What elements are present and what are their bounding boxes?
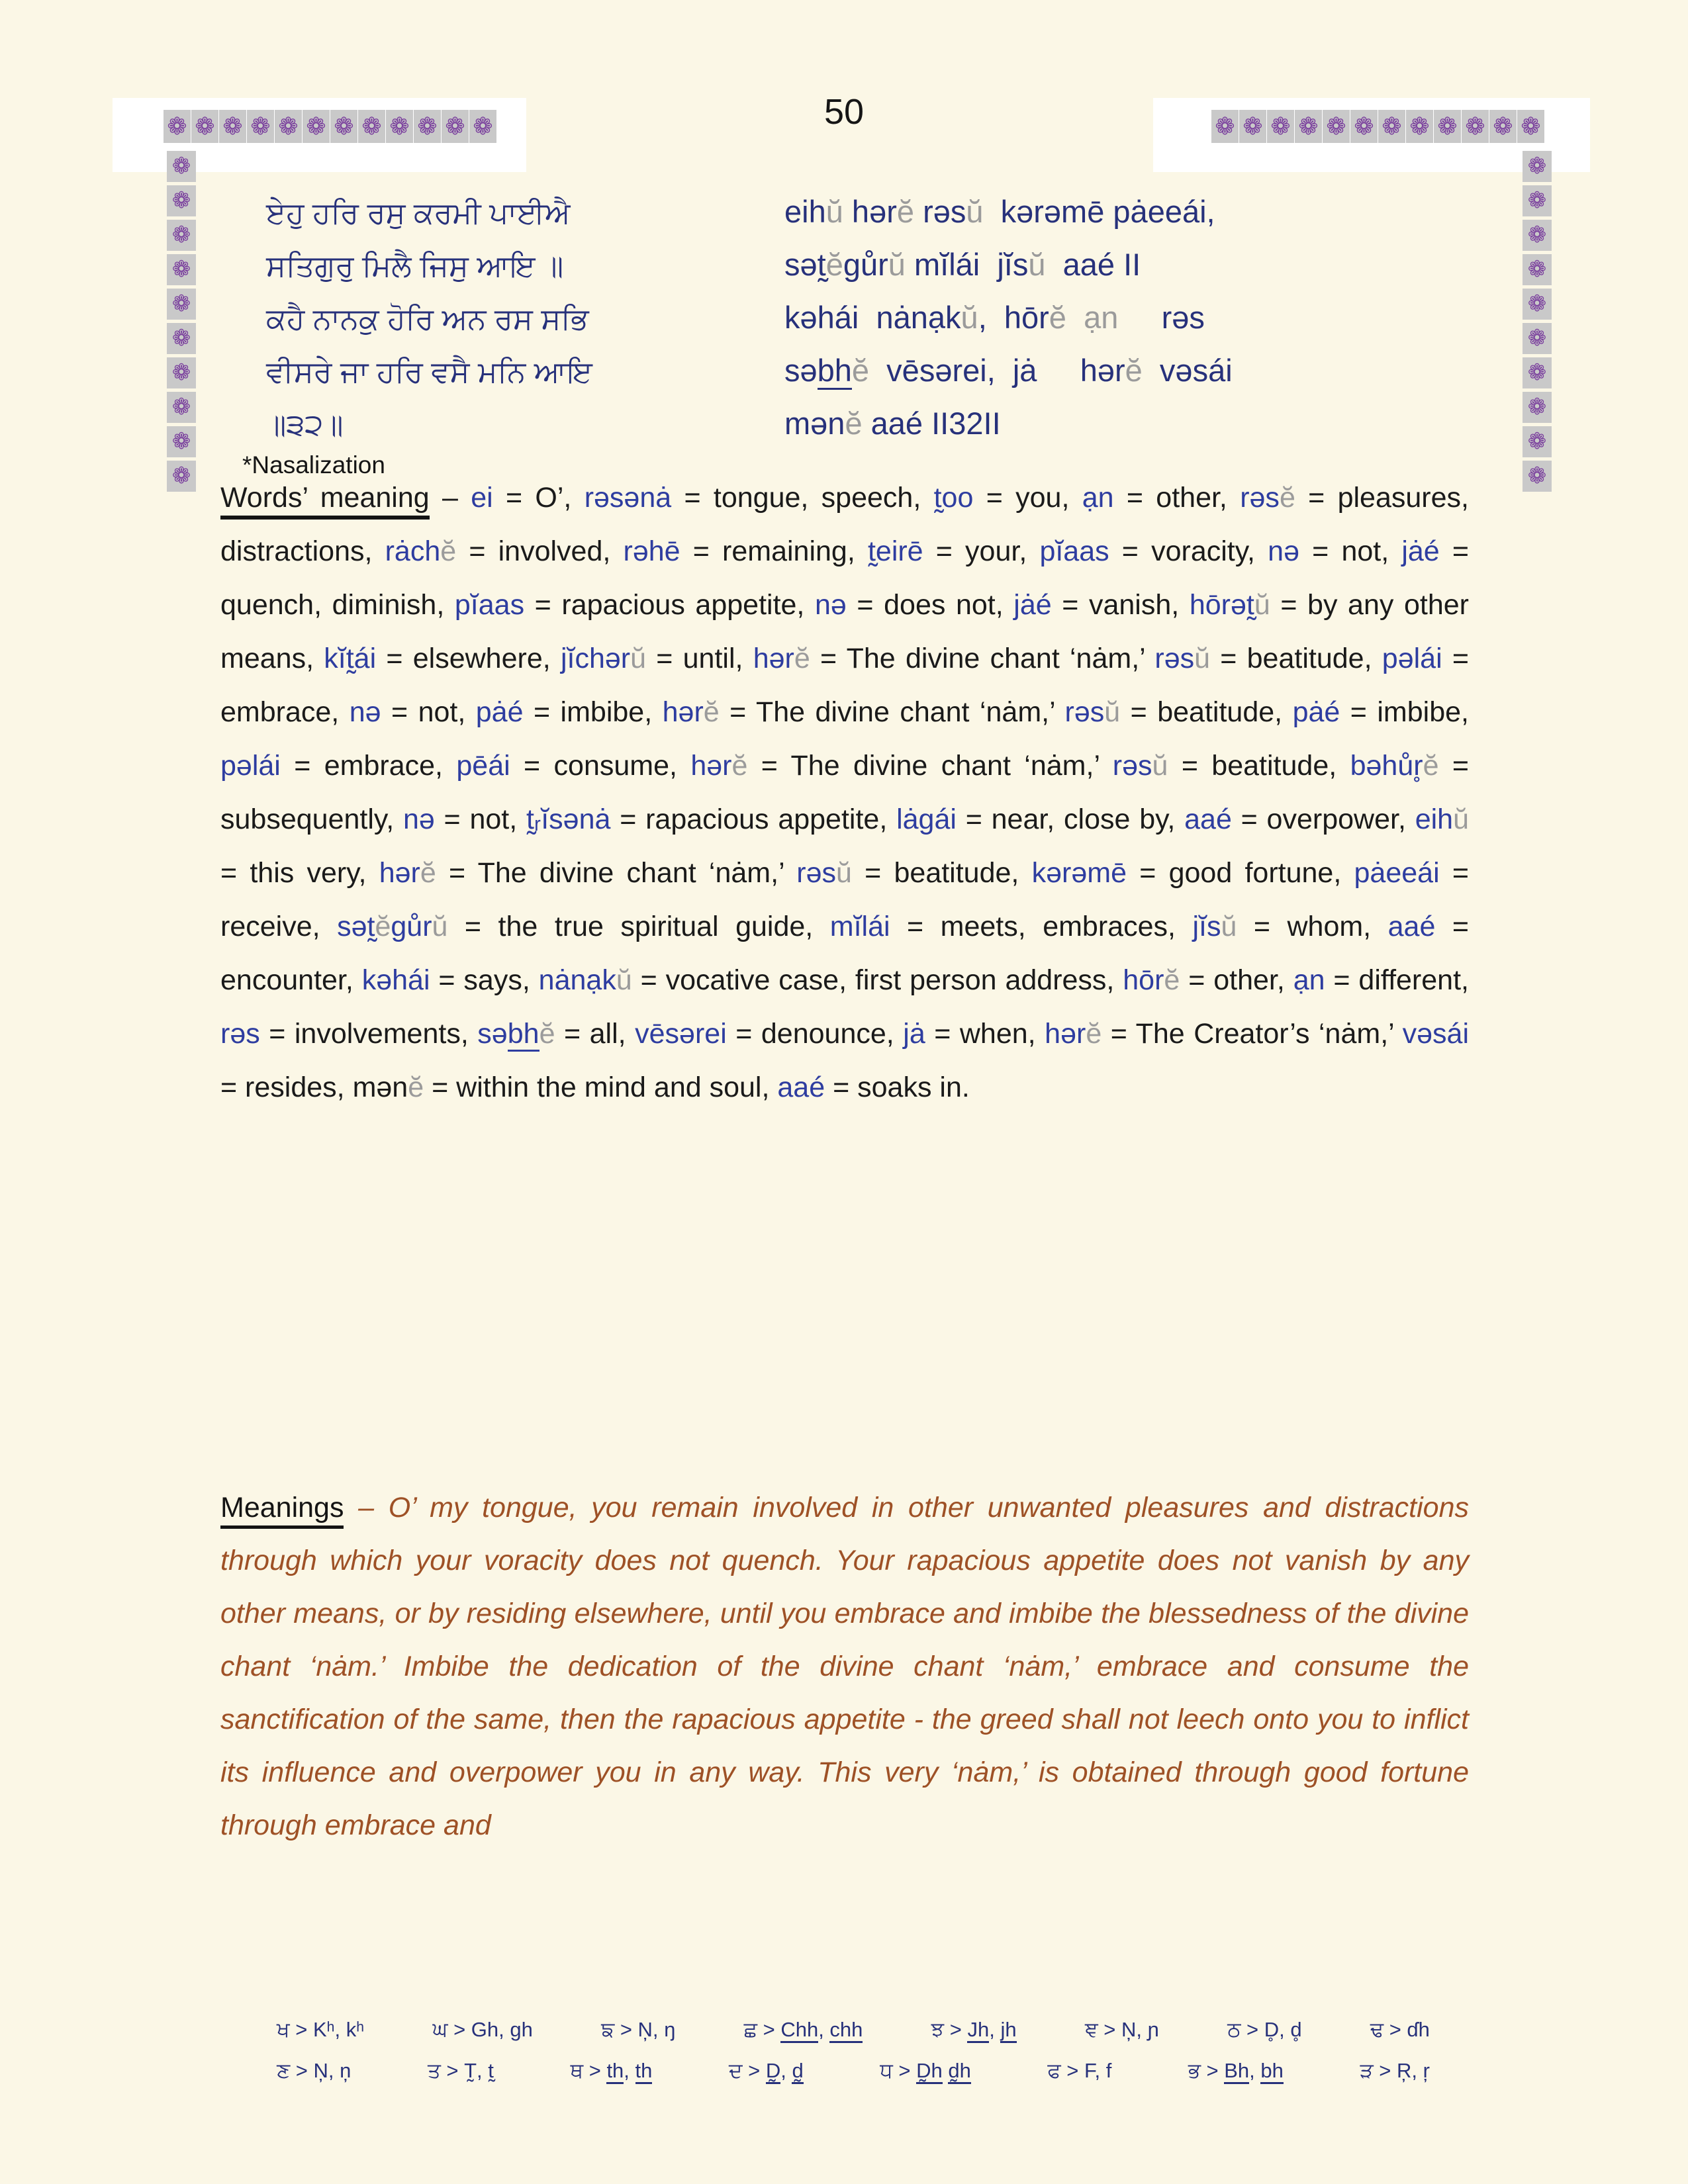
flower-ornament-icon: ❁ [167, 323, 196, 354]
flower-ornament-icon: ❁ [275, 110, 302, 143]
flower-ornament-icon: ❁ [1489, 110, 1517, 143]
flower-ornament-icon: ❁ [167, 289, 196, 320]
meanings-label: Meanings [220, 1492, 344, 1529]
flower-ornament-icon: ❁ [1523, 426, 1552, 457]
verse-line: ॥੩੨॥ [266, 408, 344, 441]
flower-ornament-icon: ❁ [167, 357, 196, 388]
flower-ornament-icon: ❁ [167, 426, 196, 457]
flower-ornament-icon: ❁ [1523, 254, 1552, 285]
phonetic-map-item: ਭ > Bh, bh [1188, 2057, 1284, 2085]
flower-ornament-icon: ❁ [1523, 151, 1552, 182]
words-meaning-separator: – [429, 482, 471, 514]
flower-ornament-icon: ❁ [1239, 110, 1266, 143]
verse-line: kəhái nȧnạkŭ, hōrĕ ạn rəs [784, 300, 1205, 335]
phonetic-map-item: ਣ > N̦, n̦ [277, 2059, 352, 2082]
flower-ornament-icon: ❁ [219, 110, 246, 143]
verse-gurmukhi [266, 187, 796, 451]
words-meaning-label: Words’ meaning [220, 482, 430, 520]
phonetic-map-item: ਝ > Jh, jh [931, 2016, 1017, 2044]
phonetic-key-row-2 [277, 2057, 1430, 2085]
phonetic-map-item: ਘ > Gh, gh [432, 2018, 533, 2041]
phonetic-map-item: ਙ > N̦, ŋ [601, 2018, 676, 2041]
verse-line: ਕਹੈ ਨਾਨਕੁ ਹੋਰਿ ਅਨ ਰਸ ਸਭਿ [266, 302, 589, 336]
flower-ornament-icon: ❁ [167, 461, 196, 492]
flower-ornament-icon: ❁ [167, 151, 196, 182]
verse-line: eihŭ hərĕ rəsŭ kərəmē pȧeeái, [784, 194, 1215, 229]
flower-ornament-icon: ❁ [167, 392, 196, 423]
words-meaning-paragraph [220, 471, 1469, 1115]
verse-line: səbhĕ vēsərei, jȧ hərĕ vəsái [784, 344, 1506, 397]
flower-ornament-icon: ❁ [247, 110, 274, 143]
verse-line: mənĕ aaé II32II [784, 406, 1001, 441]
flower-ornament-icon: ❁ [167, 220, 196, 251]
flower-ornament-icon: ❁ [1523, 289, 1552, 320]
flower-ornament-icon: ❁ [1323, 110, 1350, 143]
flower-ornament-icon: ❁ [1350, 110, 1378, 143]
flower-ornament-icon: ❁ [1378, 110, 1405, 143]
flower-ornament-icon: ❁ [1267, 110, 1294, 143]
flower-ornament-icon: ❁ [1523, 220, 1552, 251]
meanings-separator: – [344, 1492, 389, 1524]
flower-ornament-icon: ❁ [1523, 357, 1552, 388]
flower-ornament-icon: ❁ [303, 110, 330, 143]
phonetic-key-row-1 [277, 2016, 1430, 2044]
flower-ornament-icon: ❁ [469, 110, 496, 143]
flower-ornament-icon: ❁ [1211, 110, 1239, 143]
verse-line: ਸਤਿਗੁਰੁ ਮਿਲੈ ਜਿਸੁ ਆਇ ॥ [266, 249, 564, 283]
flower-ornament-icon: ❁ [1523, 185, 1552, 216]
flower-ornament-icon: ❁ [191, 110, 218, 143]
meanings-text: O’ my tongue, you remain involved in other unwanted pleasures and distractions through which your voracity does not quench. Your rapacious appetite does not vanish by any other means, or by residing elsewhere, until you embrace and imbibe the blessedness of the divine chant ‘nȧm.’ Imbibe the dedication of the divine chant ‘nȧm,’ embrace and consume the sanctification of the same, then the rapacious appetite - the greed shall not leech onto you to inflict its influence and overpower you in any way. This very ‘nȧm,’ is obtained through good fortune through embrace and [220, 1492, 1469, 1841]
phonetic-map-item: ਥ > th, th [570, 2057, 652, 2085]
flower-ornament-icon: ❁ [358, 110, 385, 143]
verse-transliteration [784, 185, 1506, 450]
flower-ornament-icon: ❁ [1523, 461, 1552, 492]
flower-ornament-icon: ❁ [1406, 110, 1433, 143]
phonetic-map-item: ਢ > ɗh [1370, 2018, 1430, 2041]
flower-ornament-icon: ❁ [164, 110, 191, 143]
flower-ornament-icon: ❁ [330, 110, 357, 143]
flower-ornament-icon: ❁ [1462, 110, 1489, 143]
phonetic-map-item: ੜ > R̦, r̦ [1360, 2059, 1430, 2082]
verse-line: ਏਹੁ ਹਰਿ ਰਸੁ ਕਰਮੀ ਪਾਈਐ [266, 196, 571, 230]
flower-ornament-icon: ❁ [1295, 110, 1322, 143]
phonetic-map-item: ਫ > F, f [1047, 2059, 1112, 2082]
phonetic-map-item: ਖ > Kʰ, kʰ [277, 2018, 365, 2041]
flower-ornament-icon: ❁ [167, 185, 196, 216]
flower-ornament-icon: ❁ [1517, 110, 1544, 143]
flower-ornament-icon: ❁ [1434, 110, 1461, 143]
flower-ornament-icon: ❁ [1523, 392, 1552, 423]
phonetic-map-item: ਞ > N̦, ɲ [1084, 2018, 1159, 2041]
ornament-column-left [167, 151, 196, 492]
meanings-paragraph [220, 1481, 1469, 1852]
phonetic-map-item: ਠ > D̥, d̥ [1227, 2018, 1302, 2041]
phonetic-map-item: ਤ > T̰, t̰ [427, 2059, 494, 2082]
verse-line: ਵੀਸਰੇ ਜਾ ਹਰਿ ਵਸੈ ਮਨਿ ਆਇ [266, 355, 592, 388]
phonetic-map-item: ਦ > D̰, d̰ [729, 2057, 804, 2085]
nasalization-note: *Nasalization [242, 451, 385, 478]
flower-ornament-icon: ❁ [414, 110, 441, 143]
ornament-column-right [1523, 151, 1552, 492]
verse-line: sət̰ĕgůrŭ mĭlái jĭsŭ aaé II [784, 247, 1141, 282]
flower-ornament-icon: ❁ [442, 110, 469, 143]
page-number: 50 [823, 92, 865, 132]
words-meaning-entries: ei = O’, rəsənȧ = tongue, speech, t̰oo = you, ạn = other, rəsĕ = pleasures, distractions, rȧchĕ = involved, rəhē = remaining, t̰eirē = your, pĭaas = voracity, nə = not, jȧé = quench, diminish, pĭaas = rapacious appetite, nə = does not, jȧé = vanish, hōrət̰ŭ = by any other means, kĭt̰ái = elsewhere, jĭchərŭ = until, hərĕ = The divine chant ‘nȧm,’ rəsŭ = beatitude, pəlái = embrace, nə = not, pȧé = imbibe, hərĕ = The divine chant ‘nȧm,’ rəsŭ = beatitude, pȧé = imbibe, pəlái = embrace, pēái = consume, hərĕ = The divine chant ‘nȧm,’ rəsŭ = beatitude, bəhůr̥ĕ = subsequently, nə = not, t̰ᵣĭsənȧ = rapacious appetite, lȧgái = near, close by, aaé = overpower, eihŭ = this very, hərĕ = The divine chant ‘nȧm,’ rəsŭ = beatitude, kərəmē = good fortune, pȧeeái = receive, sət̰ĕgůrŭ = the true spiritual guide, mĭlái = meets, embraces, jĭsŭ = whom, aaé = encounter, kəhái = says, nȧnạkŭ = vocative case, first person address, hōrĕ = other, ạn = different, rəs = involvements, səbhĕ = all, vēsərei = denounce, jȧ = when, hərĕ = The Creator’s ‘nȧm,’ vəsái = resides, mənĕ = within the mind and soul, aaé = soaks in. [220, 482, 1470, 1103]
flower-ornament-icon: ❁ [1523, 323, 1552, 354]
phonetic-map-item: ਛ > Chh, chh [744, 2016, 863, 2044]
phonetic-map-item: ਧ > D̰h d̰h [880, 2057, 971, 2085]
flower-ornament-icon: ❁ [386, 110, 413, 143]
flower-ornament-icon: ❁ [167, 254, 196, 285]
